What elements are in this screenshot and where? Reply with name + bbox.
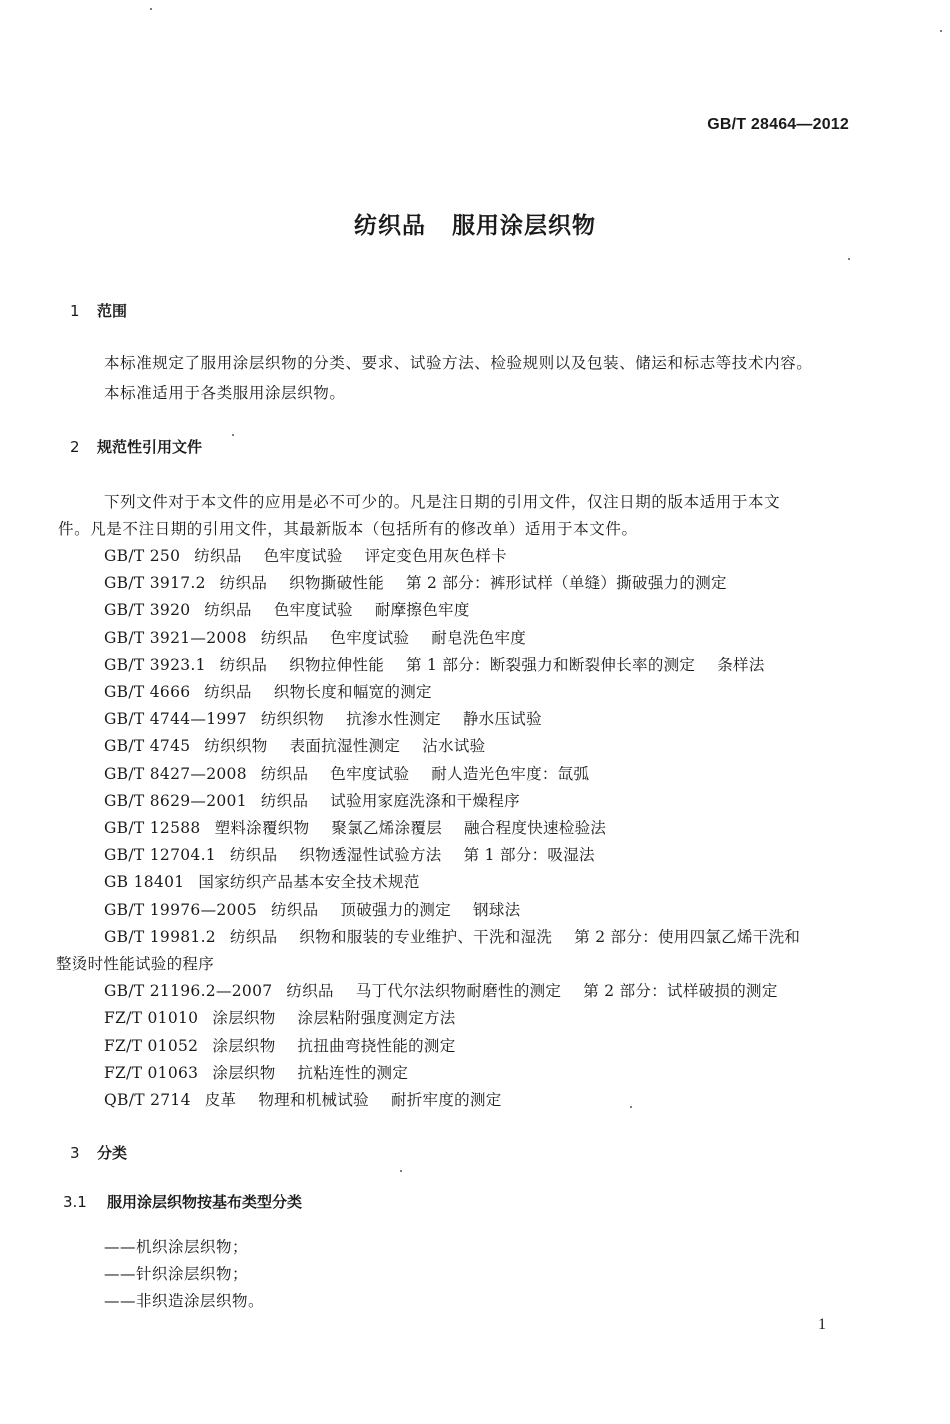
- reference-title-part: 抗粘连性的测定: [297, 1063, 409, 1082]
- reference-title-part: 物理和机械试验: [258, 1091, 369, 1109]
- reference-title-part: 织物拉伸性能: [289, 655, 385, 674]
- reference-title-part: 第 1 部分：断裂强力和断裂伸长率的测定: [406, 655, 696, 674]
- reference-title-part: 表面抗湿性测定: [289, 737, 401, 756]
- title-part-1: 纺织品: [354, 213, 426, 239]
- reference-title-part: 纺织品: [260, 764, 309, 783]
- section-1-heading: [70, 300, 127, 321]
- reference-item: [104, 707, 564, 729]
- scan-speck: [232, 434, 234, 436]
- reference-item: [104, 1061, 430, 1083]
- reference-code: GB/T 4666: [104, 683, 191, 701]
- reference-code: GB/T 12704.1: [104, 846, 216, 865]
- reference-title-part: 顶破强力的测定: [340, 900, 452, 919]
- reference-item: [104, 598, 492, 620]
- reference-title-part: 纺织品: [271, 900, 319, 919]
- reference-title-part: 纺织品: [286, 982, 334, 1001]
- reference-title-part: 纺织品: [260, 628, 309, 647]
- reference-title-part: 纺织织物: [260, 710, 325, 729]
- reference-title-part: 色牢度试验: [273, 601, 353, 620]
- reference-code: GB/T 19976—2005: [104, 900, 258, 919]
- reference-code: GB/T 8629—2001: [104, 791, 247, 810]
- reference-code: GB/T 3917.2: [104, 574, 206, 593]
- reference-title-part: 纺织品: [204, 601, 252, 620]
- reference-code: QB/T 2714: [104, 1091, 191, 1109]
- reference-title-part: 色牢度试验: [263, 547, 343, 565]
- reference-item: [104, 734, 507, 756]
- reference-title-part: 耐折牢度的测定: [390, 1091, 502, 1109]
- reference-item: [104, 816, 628, 838]
- reference-title-part: 评定变色用灰色样卡: [364, 547, 507, 565]
- scan-speck: [848, 258, 850, 260]
- reference-title-part: 涂层织物: [212, 1009, 276, 1028]
- document-title: [0, 207, 950, 240]
- reference-title-part: 试验用家庭洗涤和干燥程序: [330, 791, 520, 810]
- reference-title-part: 钢球法: [473, 900, 521, 919]
- list-item: ——非织造涂层织物。: [104, 1292, 265, 1310]
- intro-paragraph-line-1: 下列文件对于本文件的应用是必不可少的。凡是注日期的引用文件，仅注日期的版本适用于本文: [104, 493, 781, 511]
- reference-title-part: 纺织织物: [204, 737, 268, 756]
- standard-code: GB/T 28464—2012: [707, 116, 849, 133]
- reference-title-part: 纺织品: [229, 927, 278, 946]
- reference-item: [104, 870, 442, 892]
- section-number: 3: [70, 1144, 80, 1162]
- reference-title-part: 纺织品: [219, 655, 268, 674]
- section-2-heading: [70, 436, 202, 457]
- reference-title-part: 色牢度试验: [330, 764, 410, 783]
- reference-code: GB/T 3921—2008: [104, 628, 247, 647]
- reference-title-part: 条样法: [717, 655, 765, 674]
- reference-title-part: 第 2 部分：试样破损的测定: [583, 982, 778, 1001]
- reference-title-part: 耐摩擦色牢度: [374, 601, 470, 620]
- reference-title-part: 织物透湿性试验方法: [299, 846, 442, 865]
- reference-code: GB/T 3920: [104, 601, 191, 620]
- reference-code: GB/T 21196.2—2007: [104, 982, 273, 1001]
- reference-item: [104, 898, 542, 920]
- reference-title-part: 纺织品: [204, 683, 252, 701]
- reference-title-part: 纺织品: [194, 547, 242, 565]
- reference-code: FZ/T 01010: [104, 1009, 199, 1028]
- reference-title-part: 涂层织物: [212, 1063, 276, 1082]
- reference-title-part: 融合程度快速检验法: [464, 819, 607, 837]
- section-title: 分类: [97, 1144, 128, 1162]
- reference-item: [104, 1088, 524, 1110]
- reference-item: [104, 1034, 478, 1056]
- subsection-3-1-heading: [63, 1191, 302, 1212]
- scan-speck: [630, 1106, 632, 1108]
- reference-code: GB/T 250: [104, 547, 181, 565]
- title-part-2: 服用涂层织物: [452, 213, 596, 239]
- reference-item: [104, 571, 749, 593]
- section-number: 2: [70, 438, 80, 456]
- reference-title-part: 纺织品: [219, 574, 268, 593]
- reference-title-part: 抗渗水性测定: [346, 710, 441, 729]
- reference-code: GB/T 4745: [104, 737, 191, 756]
- reference-item: [104, 544, 529, 566]
- reference-title-part: 涂层粘附强度测定方法: [297, 1009, 456, 1028]
- reference-title-part: 沾水试验: [422, 737, 486, 756]
- scan-speck: [400, 1170, 402, 1172]
- section-number: 1: [70, 302, 80, 320]
- reference-title-part: 纺织品: [229, 846, 278, 865]
- reference-item: [104, 626, 548, 648]
- reference-title-part: 静水压试验: [462, 710, 542, 729]
- intro-paragraph-line-2: 件。凡是不注日期的引用文件，其最新版本（包括所有的修改单）适用于本文件。: [58, 520, 638, 538]
- subsection-number: 3.1: [63, 1193, 87, 1211]
- list-item: ——机织涂层织物；: [104, 1238, 249, 1256]
- reference-code: GB/T 8427—2008: [104, 764, 247, 783]
- section-title: 规范性引用文件: [97, 438, 203, 456]
- subsection-title: 服用涂层织物按基布类型分类: [107, 1193, 303, 1211]
- reference-item: [104, 1006, 478, 1028]
- section-3-heading: [70, 1142, 127, 1163]
- reference-title-part: 国家纺织产品基本安全技术规范: [198, 873, 420, 892]
- reference-title-part: 马丁代尔法织物耐磨性的测定: [355, 982, 562, 1001]
- reference-item-continuation: 整烫时性能试验的程序: [56, 955, 215, 973]
- reference-title-part: 塑料涂覆织物: [214, 819, 310, 837]
- reference-item: [104, 789, 542, 811]
- reference-title-part: 耐皂洗色牢度: [431, 628, 527, 647]
- scan-speck: [940, 30, 942, 32]
- reference-title-part: 织物长度和幅宽的测定: [273, 683, 432, 701]
- reference-title-part: 色牢度试验: [330, 628, 410, 647]
- reference-title-part: 耐人造光色牢度：氙弧: [431, 764, 590, 783]
- paragraph: 本标准规定了服用涂层织物的分类、要求、试验方法、检验规则以及包装、储运和标志等技术内容。: [104, 354, 813, 372]
- reference-item: [104, 925, 822, 947]
- reference-title-part: 抗扭曲弯挠性能的测定: [297, 1036, 456, 1055]
- reference-code: GB/T 12588: [104, 819, 201, 837]
- page-number: 1: [818, 1316, 826, 1333]
- reference-item: [104, 653, 787, 675]
- reference-title-part: 涂层织物: [212, 1036, 276, 1055]
- paragraph: 本标准适用于各类服用涂层织物。: [104, 384, 346, 402]
- reference-code: GB 18401: [104, 873, 185, 892]
- reference-code: FZ/T 01063: [104, 1063, 199, 1082]
- reference-item: [104, 680, 454, 702]
- reference-item: [104, 762, 611, 784]
- reference-code: GB/T 4744—1997: [104, 710, 247, 729]
- section-title: 范围: [97, 302, 128, 320]
- reference-code: FZ/T 01052: [104, 1036, 199, 1055]
- reference-title-part: 第 2 部分：裤形试样（单缝）撕破强力的测定: [406, 574, 727, 593]
- reference-title-part: 聚氯乙烯涂覆层: [331, 819, 442, 837]
- reference-item: [104, 843, 617, 865]
- reference-code: GB/T 3923.1: [104, 655, 206, 674]
- reference-title-part: 第 1 部分：吸湿法: [463, 846, 595, 865]
- reference-item: [104, 979, 800, 1001]
- reference-code: GB/T 19981.2: [104, 927, 216, 946]
- reference-title-part: 第 2 部分：使用四氯乙烯干洗和: [574, 927, 801, 946]
- reference-title-part: 纺织品: [260, 791, 309, 810]
- list-item: ——针织涂层织物；: [104, 1265, 249, 1283]
- reference-title-part: 皮革: [204, 1091, 237, 1109]
- reference-title-part: 织物撕破性能: [289, 574, 385, 593]
- scan-speck: [150, 8, 152, 10]
- reference-title-part: 织物和服装的专业维护、干洗和湿洗: [299, 927, 553, 946]
